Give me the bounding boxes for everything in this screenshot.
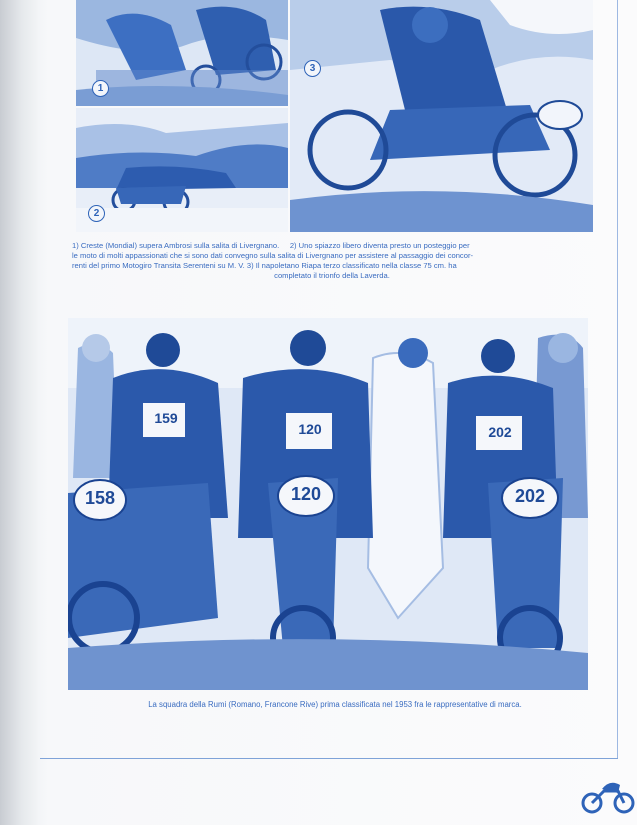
race-number-rider-2: 120 [298, 421, 322, 437]
motorcycle-logo-icon [580, 775, 636, 815]
race-number-bike-2: 120 [290, 484, 322, 504]
caption-line-1b: 2) Uno spiazzo libero diventa presto un posteggio per [289, 241, 470, 250]
photo-label-1: 1 [92, 80, 109, 97]
page-frame-bottom [40, 758, 618, 759]
photo-label-2: 2 [88, 205, 105, 222]
photo-rumi-team [68, 318, 588, 690]
caption-line-1 [72, 241, 592, 251]
race-number-rider-1: 159 [154, 410, 178, 426]
photo-1-motorcycle-climb [76, 0, 288, 106]
race-number-bike-1: 158 [84, 488, 116, 508]
page-binding-shadow [0, 0, 38, 825]
race-number-rider-3: 202 [488, 424, 512, 440]
photo-3-rider-on-motorcycle [290, 0, 593, 232]
photo-label-3: 3 [304, 60, 321, 77]
caption-line-2: le moto di molti appassionati che si sono dati convegno sulla salita di Livergnano per assistere al passaggio dei concor- [72, 251, 474, 260]
caption-line-4: completato il trionfo della Laverda. [274, 271, 390, 280]
caption-line-3: renti del primo Motogiro Transita Serenteni su M. V. 3) Il napoletano Riapa terzo classificato nella classe 75 cm. ha [72, 261, 457, 270]
photo-2-parked-motorcycles [76, 108, 288, 232]
photo-caption-top [72, 241, 592, 281]
caption-line-1a: 1) Creste (Mondial) supera Ambrosi sulla salita di Livergnano. [72, 241, 280, 250]
page-frame-right [617, 0, 618, 758]
race-number-bike-3: 202 [514, 486, 546, 506]
photo-caption-bottom: La squadra della Rumi (Romano, Francone Rive) prima classificata nel 1953 fra le rappresentative di marca. [148, 700, 522, 709]
